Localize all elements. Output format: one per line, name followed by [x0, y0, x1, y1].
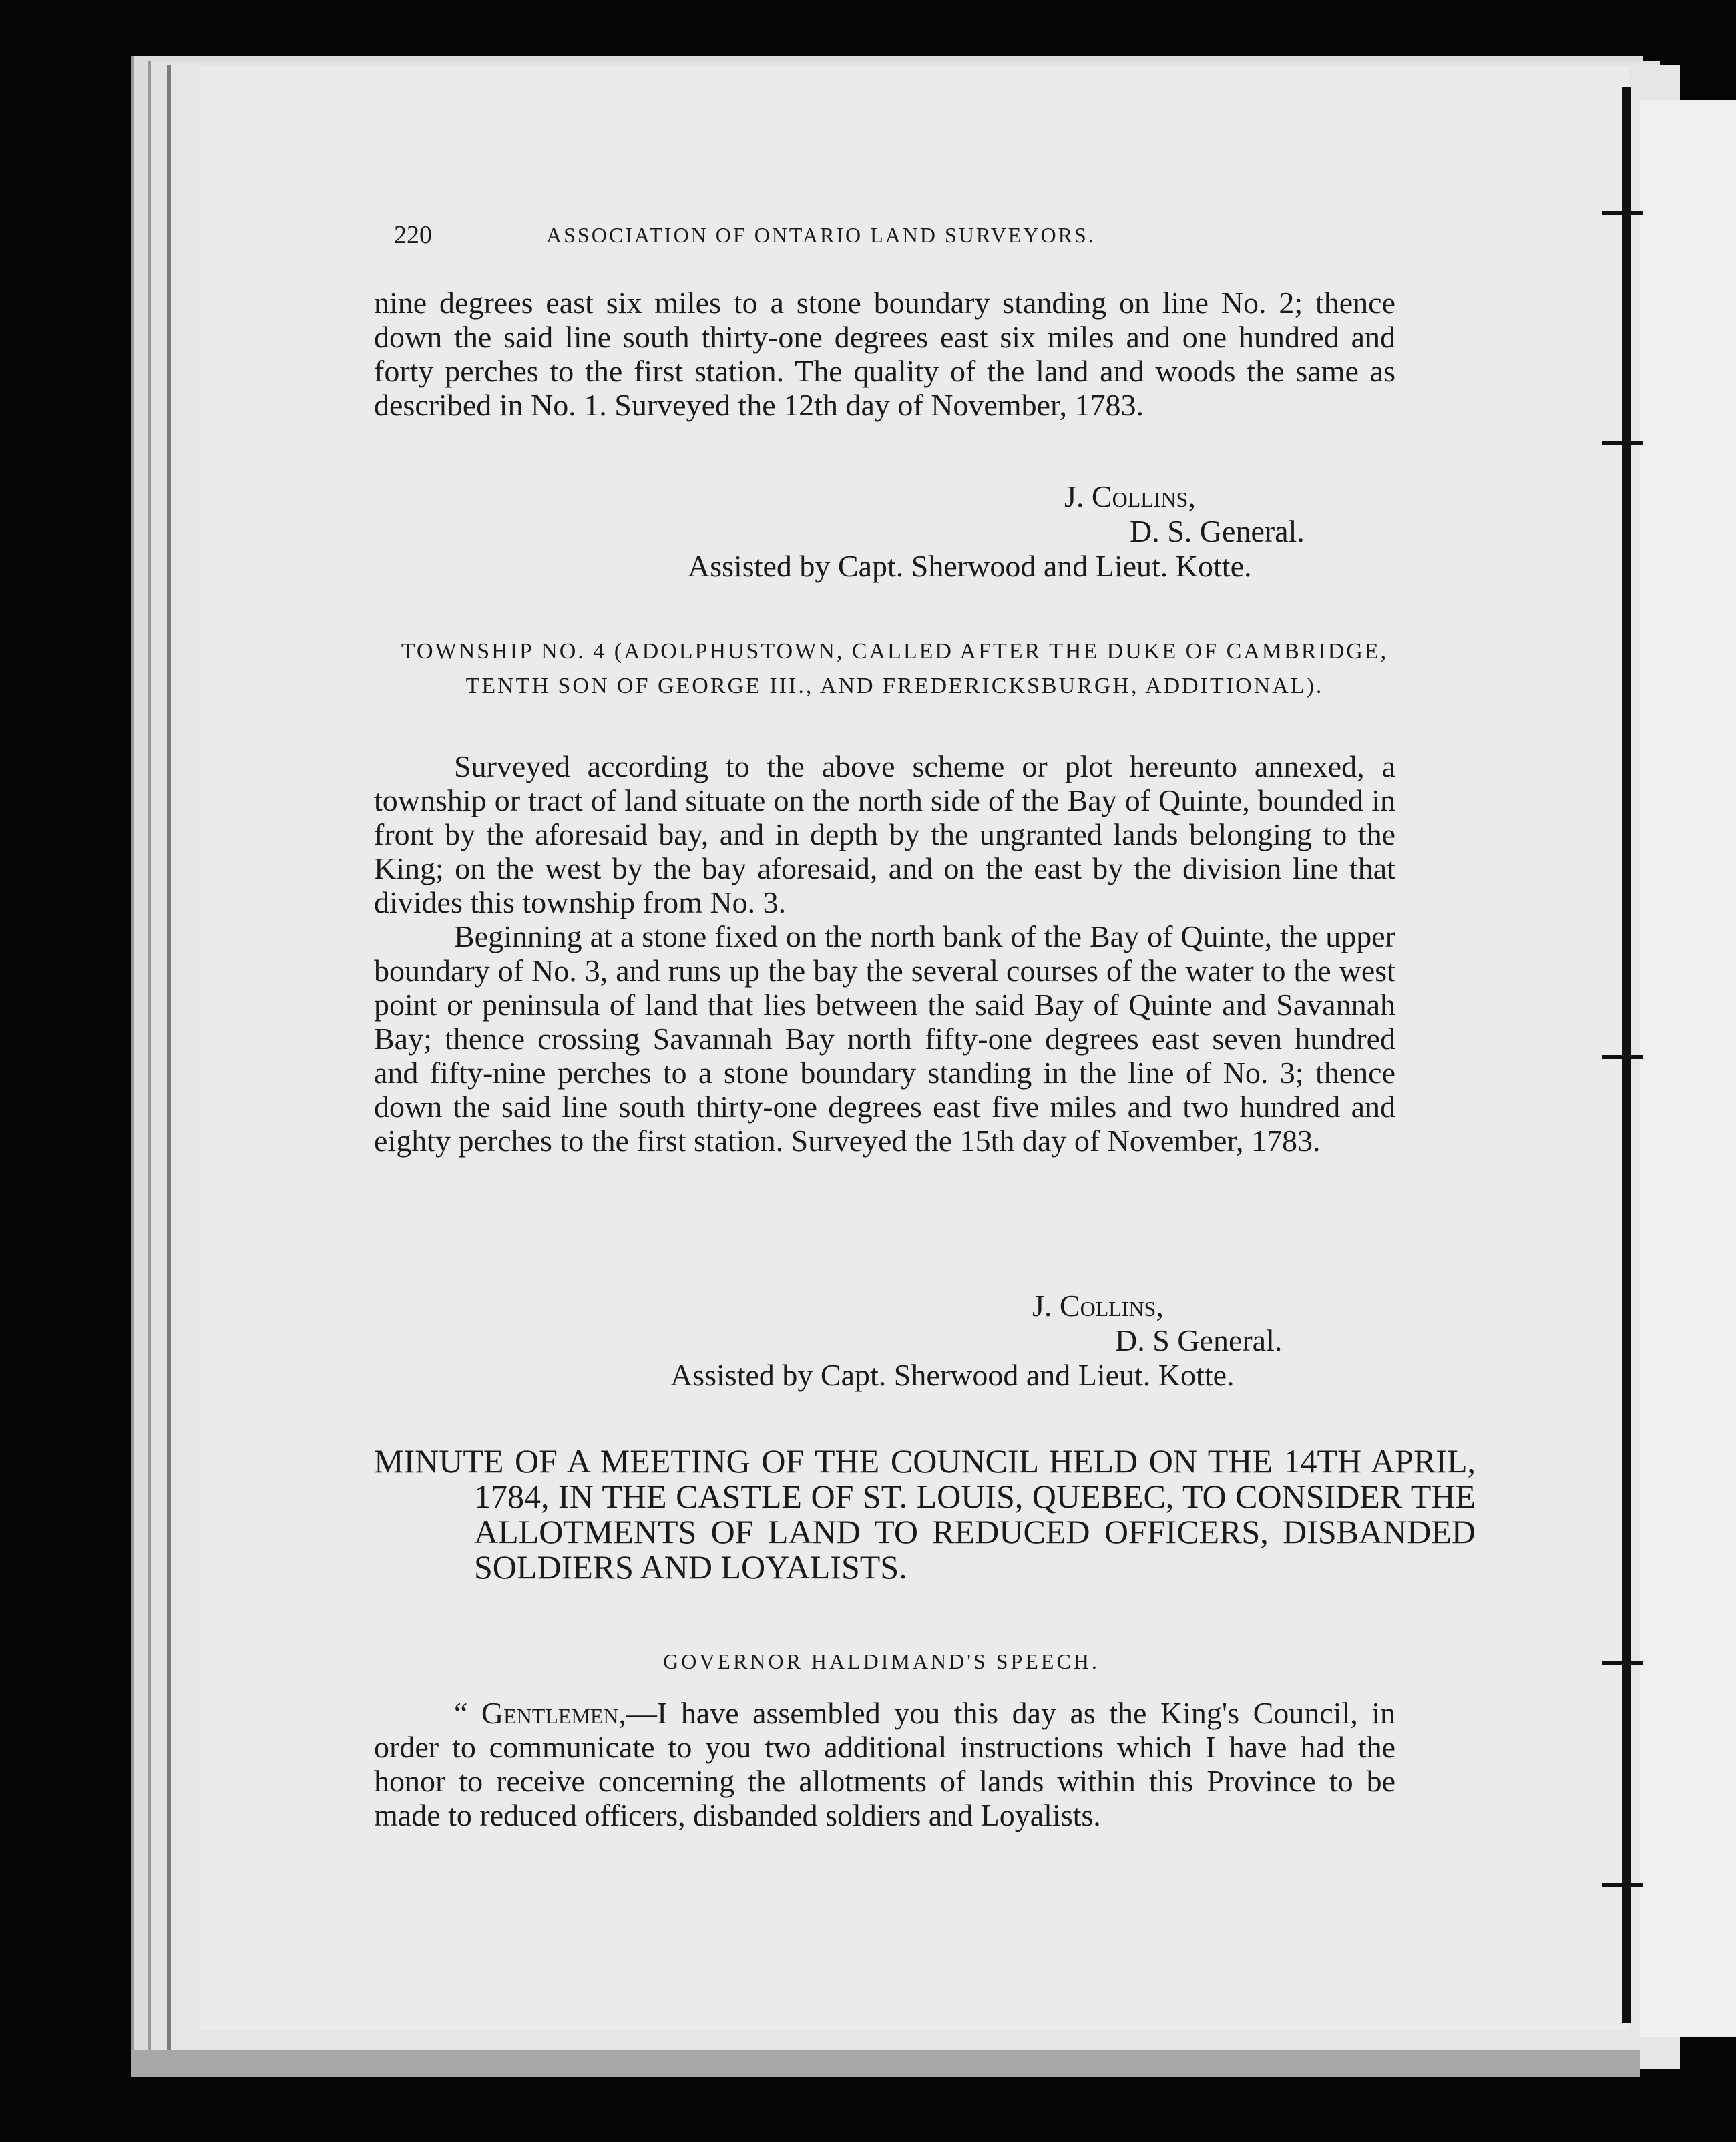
signature1-assisted: Assisted by Capt. Sherwood and Lieut. Kotte. [688, 549, 1252, 583]
township4-paragraph-1: Surveyed according to the above scheme or plot hereunto annexed, a township or tract of land situate on the north side of the Bay of Quinte, bounded in front by the aforesaid bay, and in depth by the ungranted lands belonging to the King; on the west by the bay aforesaid, and on the east by the division line that divides this township from No. 3. [374, 749, 1395, 919]
binding-mark [1602, 1883, 1643, 1887]
township4-body [374, 749, 1395, 1158]
speech-body [374, 1696, 1395, 1832]
signature2-assisted: Assisted by Capt. Sherwood and Lieut. Kotte. [670, 1358, 1235, 1392]
page-bottom-shadow [131, 2050, 1640, 2077]
running-title: ASSOCIATION OF ONTARIO LAND SURVEYORS. [546, 223, 1096, 247]
adjacent-page-edge [1640, 100, 1736, 2037]
township3-paragraph: nine degrees east six miles to a stone boundary standing on line No. 2; thence down the said line south thirty-one degrees east six miles and one hundred and forty perches to the first station. The quality of the land and woods the same as described in No. 1. Surveyed the 12th day of November, 1783. [374, 286, 1395, 422]
running-head [394, 220, 1262, 254]
binding-mark [1602, 1661, 1643, 1665]
binding-mark [1602, 441, 1643, 445]
township4-heading: TOWNSHIP NO. 4 (ADOLPHUSTOWN, CALLED AFTER THE DUKE OF CAMBRIDGE, TENTH SON OF GEORGE III., AND FREDERICKSBURGH, ADDITIONAL). [401, 639, 1389, 698]
speech-paragraph [374, 1696, 1395, 1832]
signature2-office: D. S General. [1115, 1323, 1283, 1357]
signature2-name: J. Collins, [1032, 1289, 1164, 1323]
binding-mark [1602, 1055, 1643, 1059]
minute-heading: MINUTE OF A MEETING OF THE COUNCIL HELD ON THE 14TH APRIL, 1784, IN THE CASTLE OF ST. LOUIS, QUEBEC, TO CONSIDER THE ALLOTMENTS OF LAND TO REDUCED OFFICERS, DISBANDED SOLDIERS AND LOYALISTS. [374, 1442, 1476, 1586]
page-number: 220 [394, 221, 432, 249]
township4-paragraph-2: Beginning at a stone fixed on the north bank of the Bay of Quinte, the upper boundary of No. 3, and runs up the bay the several courses of the water to the west point or peninsula of land that lies between the said Bay of Quinte and Savannah Bay; thence crossing Savannah Bay north fifty-one degrees east seven hundred and fifty-nine perches to a stone boundary standing in the line of No. 3; thence down the said line south thirty-one degrees east five miles and two hundred and eighty perches to the first station. Surveyed the 15th day of November, 1783. [374, 919, 1395, 1158]
township3-conclusion [374, 286, 1395, 422]
speech-heading: GOVERNOR HALDIMAND'S SPEECH. [663, 1649, 1100, 1673]
speech-text: —I have assembled you this day as the King's Council, in order to communicate to you two additional instructions which I have had the honor to receive concerning the allotments of lands within this Province to be made to reduced officers, disbanded soldiers and Loyalists. [374, 1696, 1395, 1832]
binding-mark [1602, 211, 1643, 215]
signature1-office: D. S. General. [1130, 514, 1305, 548]
signature1-name: J. Collins, [1064, 479, 1196, 513]
speech-salutation: “ Gentlemen, [454, 1696, 627, 1730]
